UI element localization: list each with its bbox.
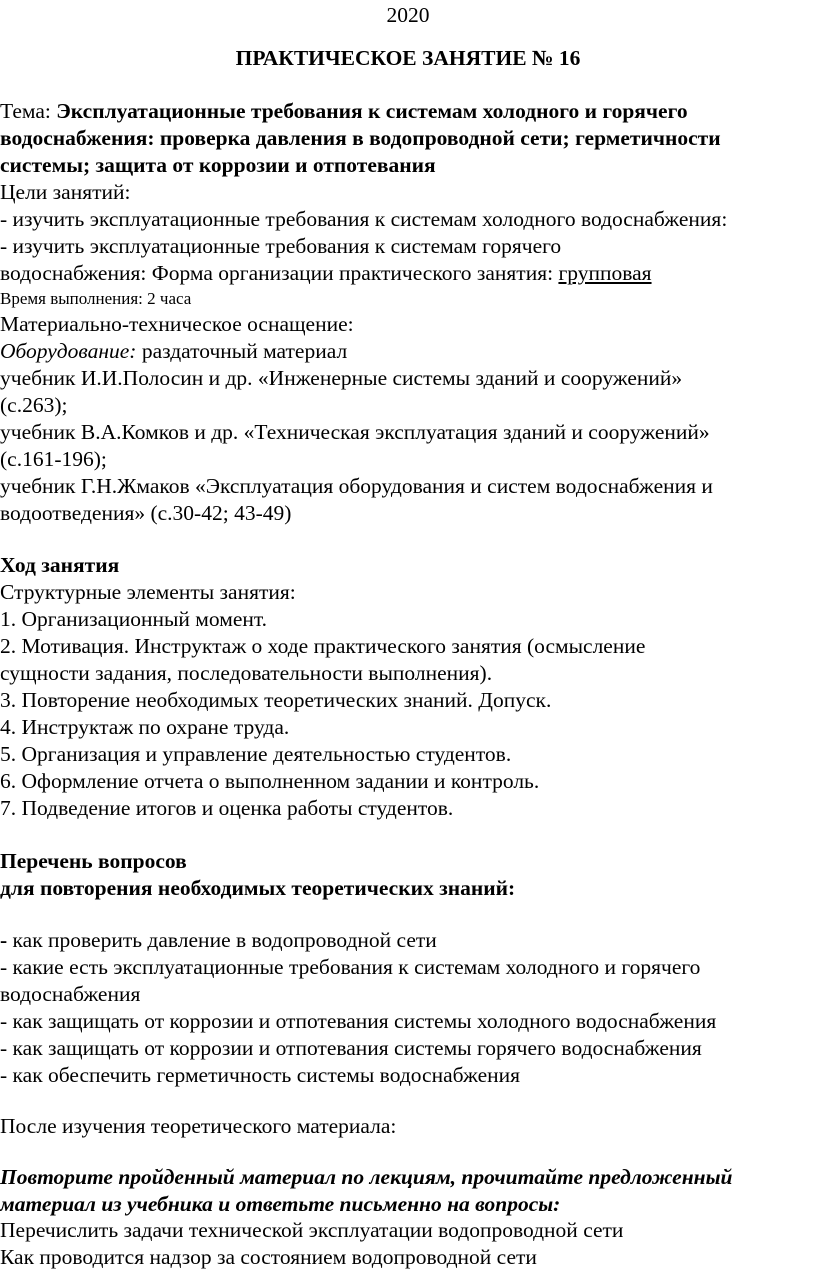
topic-line-1 xyxy=(0,98,688,125)
course-item: 1. Организационный момент. xyxy=(0,607,268,631)
form-label: водоснабжения: Форма организации практического занятия: xyxy=(0,261,559,285)
question-item: - какие есть эксплуатационные требования к системам холодного и горячего xyxy=(0,955,701,979)
course-item: 2. Мотивация. Инструктаж о ходе практического занятия (осмысление xyxy=(0,634,646,658)
equipment-heading: Материально-техническое оснащение: xyxy=(0,312,354,336)
year: 2020 xyxy=(386,3,430,27)
course-item: 4. Инструктаж по охране труда. xyxy=(0,715,290,739)
equipment-value: раздаточный материал xyxy=(136,339,348,363)
task-instruction: материал из учебника и ответьте письменно на вопросы: xyxy=(0,1192,561,1216)
form-value: групповая xyxy=(558,261,652,285)
goal-3 xyxy=(0,260,652,287)
course-subheading: Структурные элементы занятия: xyxy=(0,580,296,604)
question-item: - как защищать от коррозии и отпотевания системы холодного водоснабжения xyxy=(0,1009,717,1033)
equipment-label: Оборудование: xyxy=(0,339,137,363)
task-item: Перечислить задачи технической эксплуатации водопроводной сети xyxy=(0,1218,624,1242)
question-item: - как защищать от коррозии и отпотевания системы горячего водоснабжения xyxy=(0,1036,702,1060)
goal-2: - изучить эксплуатационные требования к системам горячего xyxy=(0,234,562,258)
course-item: 7. Подведение итогов и оценка работы студентов. xyxy=(0,796,454,820)
questions-heading: Перечень вопросов xyxy=(0,849,187,873)
textbook-line: (с.263); xyxy=(0,393,68,417)
task-instruction: Повторите пройденный материал по лекциям, прочитайте предложенный xyxy=(0,1165,733,1189)
course-item: 5. Организация и управление деятельностью студентов. xyxy=(0,742,512,766)
page-title: ПРАКТИЧЕСКОЕ ЗАНЯТИЕ № 16 xyxy=(235,46,581,70)
topic-line-3: системы; защита от коррозии и отпотевания xyxy=(0,153,436,177)
textbook-line: водоотведения» (с.30-42; 43-49) xyxy=(0,501,292,525)
task-item: Как проводится надзор за состоянием водопроводной сети xyxy=(0,1245,537,1269)
question-item xyxy=(0,927,437,954)
course-heading: Ход занятия xyxy=(0,553,120,577)
course-item: 3. Повторение необходимых теоретических знаний. Допуск. xyxy=(0,688,552,712)
course-item: 6. Оформление отчета о выполненном задании и контроль. xyxy=(0,769,540,793)
goals-heading: Цели занятий: xyxy=(0,180,131,204)
questions-subheading: для повторения необходимых теоретических знаний: xyxy=(0,876,516,900)
textbook-line: учебник Г.Н.Жмаков «Эксплуатация оборудования и систем водоснабжения и xyxy=(0,474,713,498)
topic-label: Тема: xyxy=(0,99,57,123)
dash-marker: - xyxy=(0,928,8,952)
textbook-line: учебник В.А.Комков и др. «Техническая эксплуатация зданий и сооружений» xyxy=(0,420,710,444)
after-study-text: После изучения теоретического материала: xyxy=(0,1114,397,1138)
question-item: - как обеспечить герметичность системы водоснабжения xyxy=(0,1063,521,1087)
textbook-line: (с.161-196); xyxy=(0,447,107,471)
question-text: как проверить давление в водопроводной сети xyxy=(7,928,437,952)
topic-text: Эксплуатационные требования к системам холодного и горячего xyxy=(56,99,688,123)
topic-line-2: водоснабжения: проверка давления в водопроводной сети; герметичности xyxy=(0,126,721,150)
goal-1: - изучить эксплуатационные требования к системам холодного водоснабжения: xyxy=(0,207,728,231)
textbook-line: учебник И.И.Полосин и др. «Инженерные системы зданий и сооружений» xyxy=(0,366,683,390)
time-info: Время выполнения: 2 часа xyxy=(0,289,192,308)
equipment-line xyxy=(0,338,347,365)
question-item: водоснабжения xyxy=(0,982,141,1006)
course-item: сущности задания, последовательности выполнения). xyxy=(0,661,493,685)
